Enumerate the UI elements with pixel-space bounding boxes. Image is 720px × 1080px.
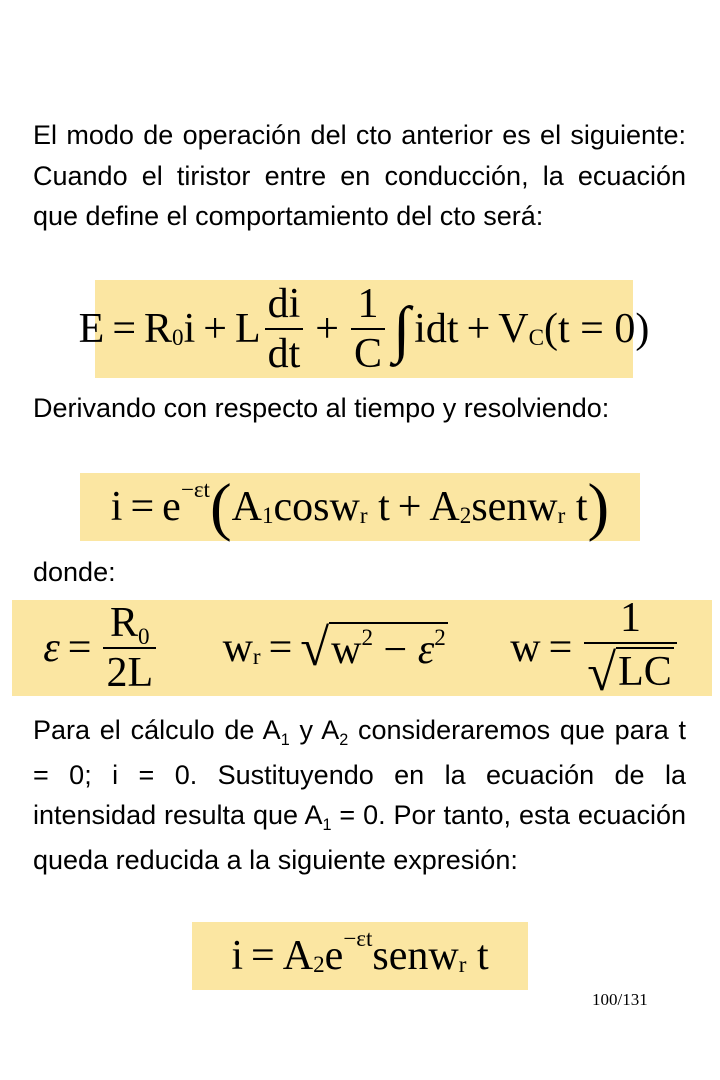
reduced-expression: i = A 2 e −εt senw r t [231,925,489,979]
conclusion-paragraph: Para el cálculo de $A_1$ y $A_2$ consideraremos que para t = 0; i = 0. Sustituyendo en la ecuación de la intensidad resulta que $A_1 = 0$. Por tanto, esta ecuación queda reducida a la siguiente expresión: [33,715,686,875]
sqrt-sign: √ $w^2 - \varepsilon^2$ [300,618,446,677]
donde-label: donde: [33,557,116,587]
eq1-V: V [498,306,529,352]
eq1-R-sub: 0 [172,323,184,350]
epsilon-definition: ε = $\frac{R0}{2L}$ [43,602,160,694]
page-number: 100/131 [592,990,648,1009]
eq1-V-arg: (t = 0) [544,306,650,352]
w-definition: w = 1 √ LC [510,597,681,700]
intro-paragraph: El modo de operación del cto anterior es el siguiente: Cuando el tiristor entre en conducción, la ecuación que define el comportamiento del cto será: [33,120,686,231]
current-solution-box [80,470,640,543]
current-solution-equation: i = e −εt ( A 1 cosw r t + A 2 senw r t ) [110,470,610,543]
eq1-R: R [144,306,173,352]
reduced-expression-box [192,922,528,990]
eq1-V-sub: C [528,323,545,350]
eq1-di-dt-fraction: $\frac{di}{dt}$ [265,283,304,375]
circuit-equation: E = R 0 i + L $\frac{di}{dt}$ + $\frac{1}{C}$ ∫ idt + V C (t = 0) [78,281,650,377]
definitions-box [12,594,712,702]
derivation-paragraph: Derivando con respecto al tiempo y resolviendo: [33,393,610,423]
eq1-one-over-C: $\frac{1}{C}$ [351,283,385,375]
circuit-equation-box [78,280,650,378]
wr-definition: w r = √ $w^2 - \varepsilon^2$ [222,618,446,677]
eq1-i: i [183,306,196,352]
eq1-E: E [78,306,105,352]
integral-sign: ∫ [392,293,411,364]
eq1-integrand: idt [414,306,459,352]
eq1-L: L [234,306,261,352]
